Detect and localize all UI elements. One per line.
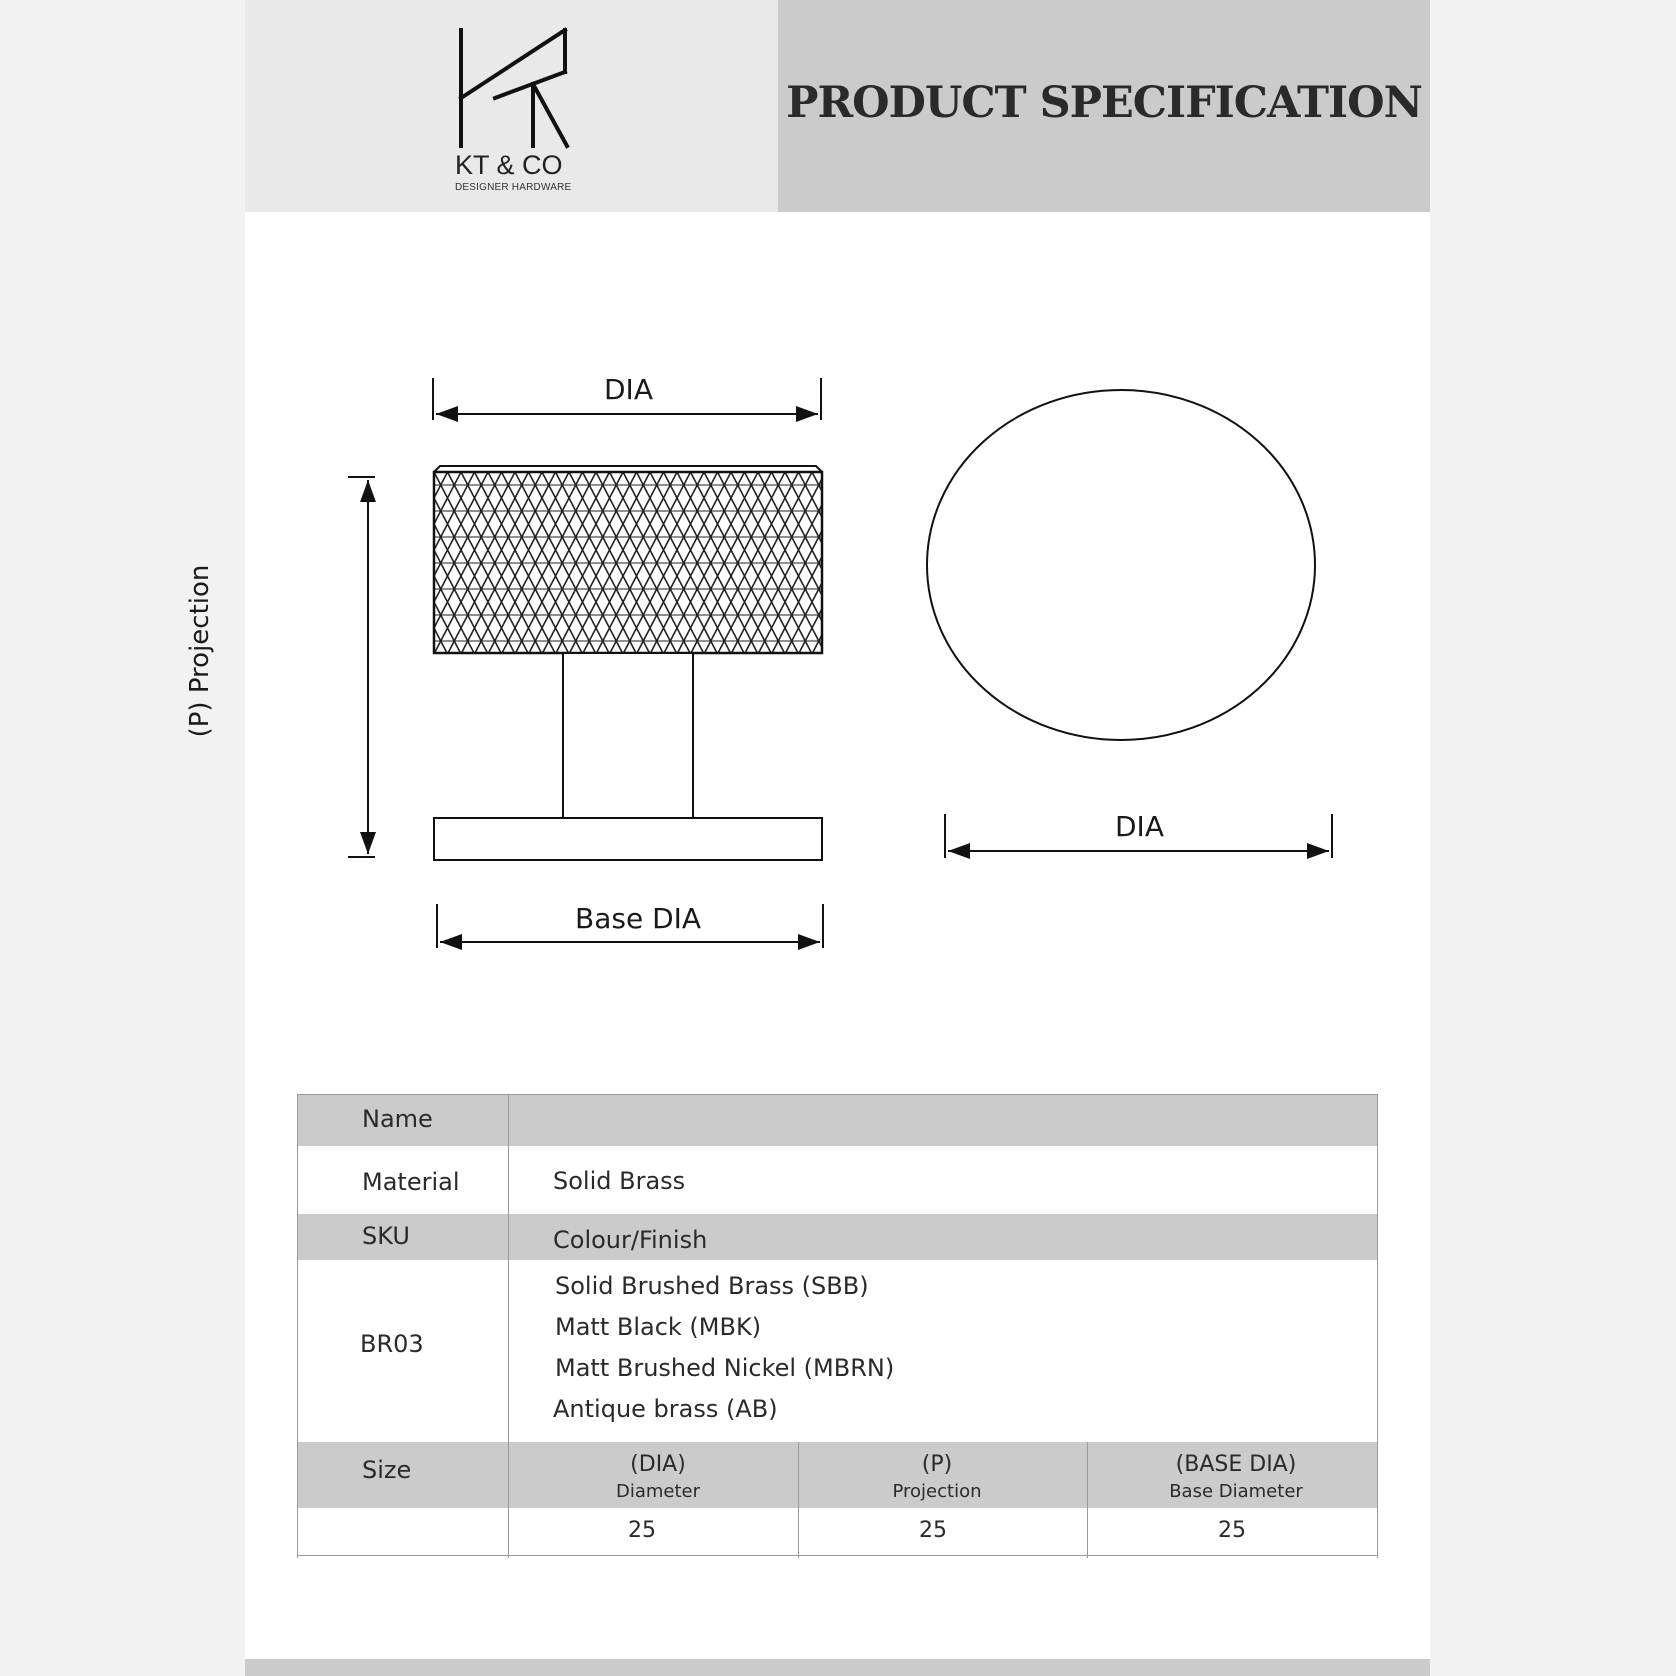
brand-tagline: DESIGNER HARDWARE bbox=[455, 182, 572, 193]
sku-value: BR03 bbox=[360, 1330, 424, 1358]
size-col-desc: Diameter bbox=[615, 1481, 701, 1502]
footer-bar bbox=[245, 1659, 1430, 1676]
brand-name: KT & CO bbox=[455, 150, 563, 180]
material-row bbox=[297, 1146, 1378, 1214]
table-divider bbox=[1087, 1442, 1088, 1558]
knob-side-view bbox=[434, 466, 822, 860]
size-value: 25 bbox=[919, 1518, 947, 1543]
material-label: Material bbox=[362, 1168, 460, 1196]
size-col-code: (P) bbox=[921, 1452, 953, 1477]
size-header-row bbox=[297, 1442, 1378, 1508]
table-left-border bbox=[297, 1094, 298, 1558]
material-value: Solid Brass bbox=[553, 1167, 686, 1195]
base-dia-label: Base DIA bbox=[575, 902, 702, 935]
size-value: 25 bbox=[628, 1518, 656, 1543]
projection-label: (P) Projection bbox=[185, 564, 215, 738]
size-col-code: (DIA) bbox=[630, 1452, 686, 1477]
finish-item: Matt Black (MBK) bbox=[555, 1313, 762, 1341]
table-right-border bbox=[1377, 1094, 1378, 1558]
size-col-desc: Base Diameter bbox=[1169, 1481, 1303, 1502]
page-title: PRODUCT SPECIFICATION bbox=[786, 78, 1422, 128]
size-value: 25 bbox=[1218, 1518, 1246, 1543]
name-row bbox=[297, 1095, 1378, 1146]
size-col-desc: Projection bbox=[892, 1481, 982, 1502]
projection-dimension bbox=[348, 477, 375, 857]
finish-item: Solid Brushed Brass (SBB) bbox=[555, 1272, 869, 1300]
finish-item: Antique brass (AB) bbox=[553, 1395, 778, 1423]
table-divider bbox=[508, 1094, 509, 1558]
dia-label-front: DIA bbox=[1115, 810, 1164, 843]
sku-finish-row bbox=[297, 1260, 1378, 1436]
size-values-row bbox=[297, 1508, 1378, 1550]
name-label: Name bbox=[362, 1105, 433, 1133]
size-col-code: (BASE DIA) bbox=[1175, 1452, 1297, 1477]
table-bottom-border bbox=[297, 1555, 1378, 1556]
finish-header: Colour/Finish bbox=[553, 1226, 708, 1254]
size-col-base-dia bbox=[1091, 1452, 1381, 1502]
finish-item: Matt Brushed Nickel (MBRN) bbox=[555, 1354, 895, 1382]
knob-front-view bbox=[927, 390, 1315, 740]
size-col-projection bbox=[792, 1452, 1082, 1502]
sku-label: SKU bbox=[362, 1222, 410, 1250]
size-label: Size bbox=[362, 1456, 412, 1484]
size-col-dia bbox=[513, 1452, 803, 1502]
dia-label-side: DIA bbox=[604, 373, 653, 406]
sku-header-row bbox=[297, 1214, 1378, 1260]
table-divider bbox=[798, 1442, 799, 1558]
